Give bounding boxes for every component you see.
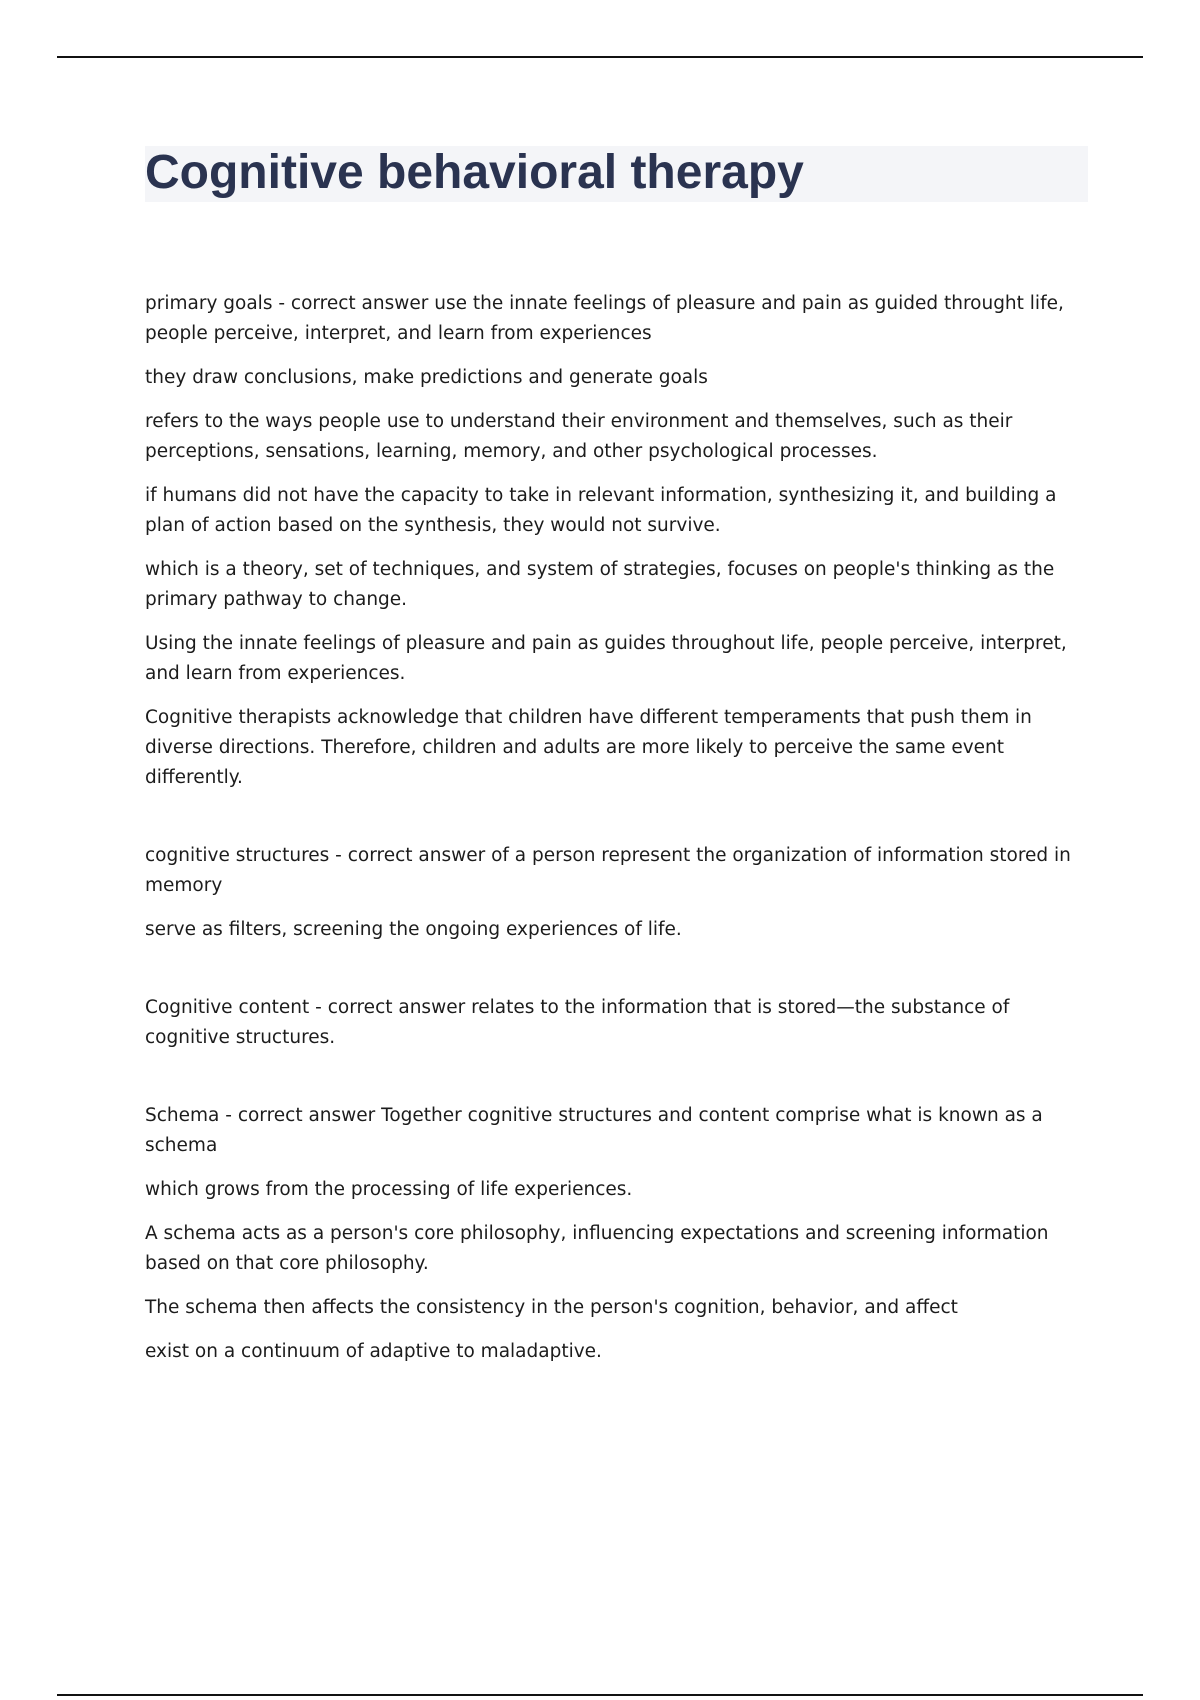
paragraph: The schema then affects the consistency in the person's cognition, behavior, and affect [145, 1297, 958, 1318]
paragraph: A schema acts as a person's core philosophy, influencing expectations and screening information based on that core philosophy. [145, 1223, 1049, 1274]
top-divider [57, 56, 1143, 58]
paragraph: which is a theory, set of techniques, and system of strategies, focuses on people's thinking as the primary pathway to change. [145, 559, 1055, 610]
paragraph: serve as filters, screening the ongoing experiences of life. [145, 919, 682, 940]
document-body [145, 289, 1095, 1381]
paragraph: primary goals - correct answer use the innate feelings of pleasure and pain as guided throught life, people perceive, interpret, and learn from experiences [145, 293, 1064, 344]
bottom-divider [57, 1694, 1143, 1696]
paragraph: Schema - correct answer Together cognitive structures and content comprise what is known as a schema [145, 1105, 1043, 1156]
paragraph: refers to the ways people use to understand their environment and themselves, such as their perceptions, sensations, learning, memory, and other psychological processes. [145, 411, 1013, 462]
paragraph: Cognitive therapists acknowledge that children have different temperaments that push them in diverse directions. Therefore, children and adults are more likely to perceive the same event differently. [145, 707, 1032, 788]
paragraph: if humans did not have the capacity to take in relevant information, synthesizing it, and building a plan of action based on the synthesis, they would not survive. [145, 485, 1057, 536]
paragraph: Cognitive content - correct answer relates to the information that is stored—the substance of cognitive structures. [145, 997, 1010, 1048]
paragraph: which grows from the processing of life experiences. [145, 1179, 633, 1200]
paragraph: they draw conclusions, make predictions and generate goals [145, 367, 708, 388]
paragraph: exist on a continuum of adaptive to maladaptive. [145, 1341, 602, 1362]
paragraph: Using the innate feelings of pleasure and pain as guides throughout life, people perceive, interpret, and learn from experiences. [145, 633, 1067, 684]
paragraph: cognitive structures - correct answer of a person represent the organization of information stored in memory [145, 845, 1071, 896]
document-title: Cognitive behavioral therapy [145, 146, 804, 199]
